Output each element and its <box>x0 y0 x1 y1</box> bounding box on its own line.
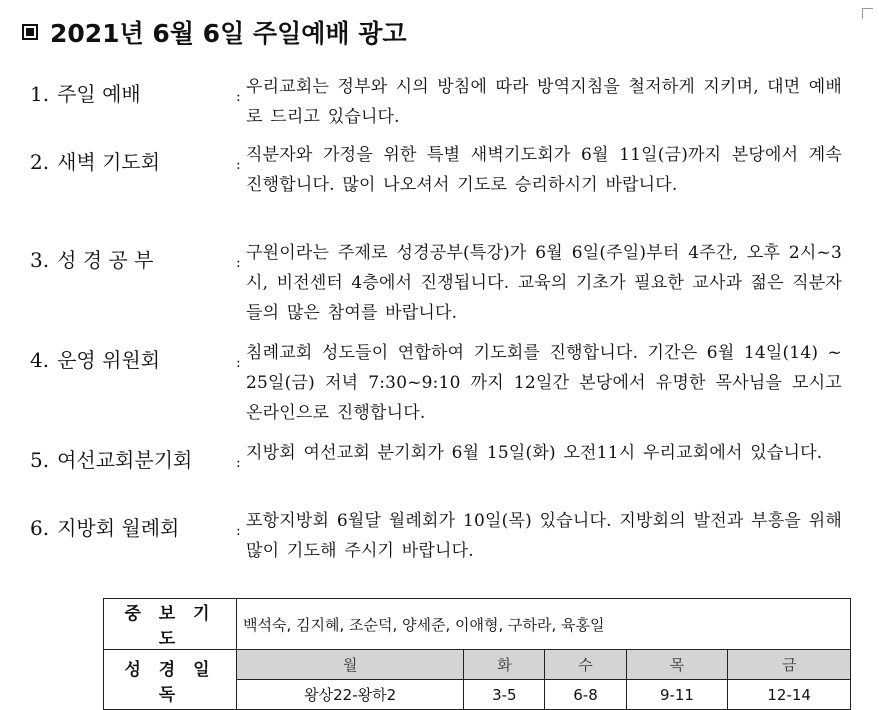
reading-mon: 왕상22-왕하2 <box>237 680 464 710</box>
reading-wed: 6-8 <box>545 680 626 710</box>
colon: : <box>236 355 241 371</box>
colon: : <box>236 255 241 271</box>
item-text: 침례교회 성도들이 연합하여 기도회를 진행합니다. 기간은 6월 14일(14) ~ 25일(금) 저녁 7:30~9:10 까지 12일간 본당에서 유명한 목사님을 모시고 온라인으로 진행합니다. <box>246 343 842 423</box>
reading-fri: 12-14 <box>728 680 851 710</box>
item-text: 포항지방회 6월달 월례회가 10일(목) 있습니다. 지방회의 발전과 부흥을 위해 많이 기도해 주시기 바랍니다. <box>246 511 842 561</box>
prayer-label: 중 보 기 도 <box>104 599 237 650</box>
item-label: 6. 지방회 월례회 <box>30 516 180 540</box>
item-text: 우리교회는 정부와 시의 방침에 따라 방역지침을 철저하게 지키며, 대면 예배로 드리고 있습니다. <box>246 77 842 127</box>
page-corner-mark <box>862 8 873 19</box>
item-label: 2. 새벽 기도회 <box>30 150 161 174</box>
colon: : <box>236 523 241 539</box>
day-header-fri: 금 <box>728 650 851 680</box>
day-header-tue: 화 <box>464 650 545 680</box>
item-label: 4. 운영 위원회 <box>30 348 161 372</box>
item-label: 5. 여선교회분기회 <box>30 448 193 472</box>
item-label: 1. 주일 예배 <box>30 82 141 106</box>
day-header-mon: 월 <box>237 650 464 680</box>
prayer-row <box>104 599 851 650</box>
reading-label: 성 경 일 독 <box>104 650 237 710</box>
reading-days-row <box>104 650 851 680</box>
colon: : <box>236 89 241 105</box>
item-text: 직분자와 가정을 위한 특별 새벽기도회가 6월 11일(금)까지 본당에서 계속 진행합니다. 많이 나오셔서 기도로 승리하시기 바랍니다. <box>246 145 842 195</box>
title-text: 2021년 6월 6일 주일예배 광고 <box>50 19 407 48</box>
schedule-table <box>103 598 851 710</box>
colon: : <box>236 455 241 471</box>
item-text: 지방회 여선교회 분기회가 6월 15일(화) 오전11시 우리교회에서 있습니다. <box>246 443 823 463</box>
square-bullet-icon <box>22 24 38 40</box>
day-header-wed: 수 <box>545 650 626 680</box>
reading-thu: 9-11 <box>626 680 728 710</box>
prayer-names: 백석숙, 김지혜, 조순덕, 양세준, 이애형, 구하라, 육홍일 <box>237 599 851 650</box>
reading-tue: 3-5 <box>464 680 545 710</box>
page-title <box>22 14 407 50</box>
day-header-thu: 목 <box>626 650 728 680</box>
item-text: 구원이라는 주제로 성경공부(특강)가 6월 6일(주일)부터 4주간, 오후 2시~3시, 비전센터 4층에서 진쟁됩니다. 교육의 기초가 필요한 교사과 젊은 직분자들의 많은 참여를 바랍니다. <box>246 243 842 323</box>
colon: : <box>236 157 241 173</box>
item-label: 3. 성 경 공 부 <box>30 248 154 272</box>
